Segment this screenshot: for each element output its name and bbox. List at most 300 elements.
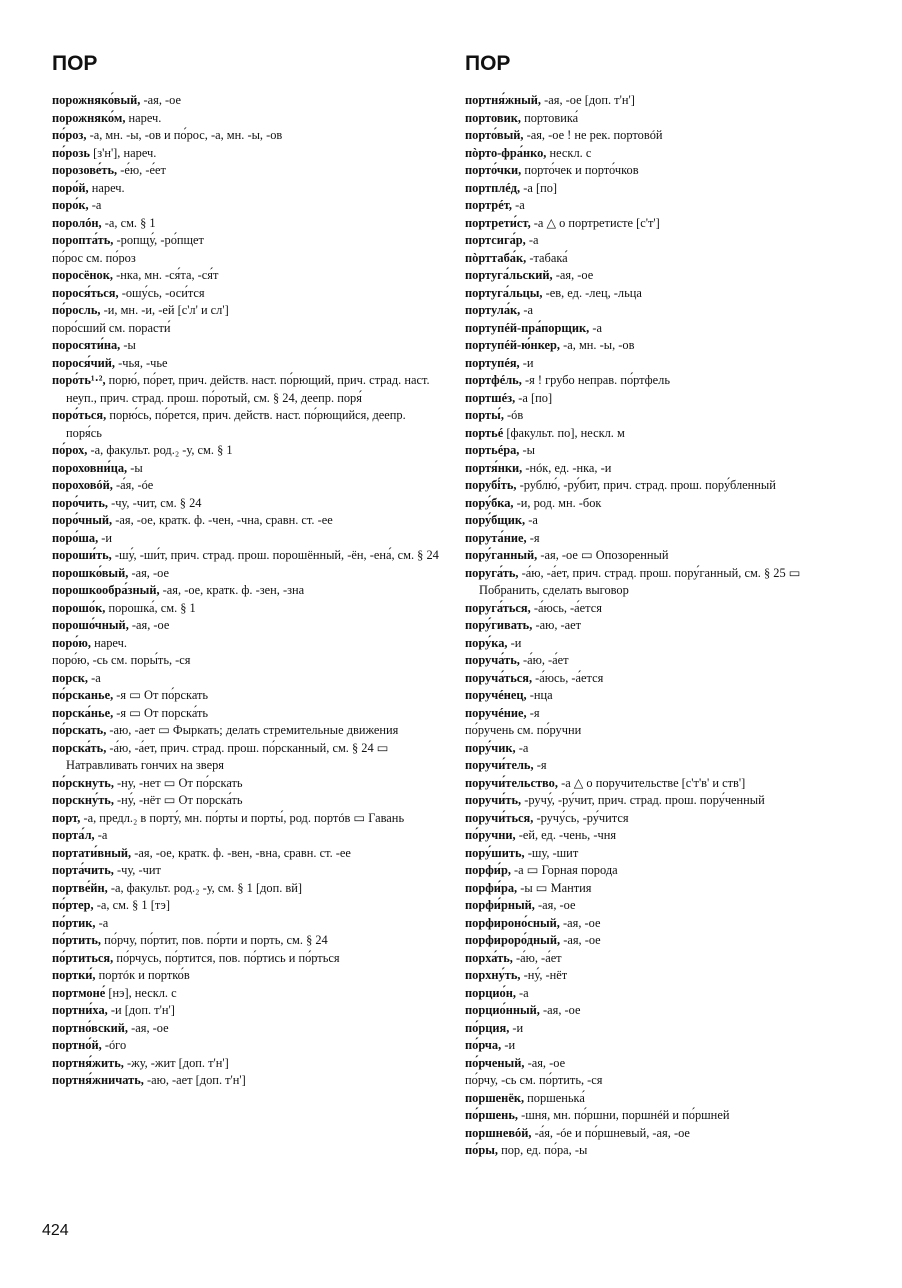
entry-body: порошка́, см. § 1: [108, 600, 196, 615]
entry-body: -и: [504, 1038, 516, 1052]
dictionary-entry: [52, 442, 440, 460]
entry-body: -ая, -ое: [563, 933, 601, 947]
dictionary-entry: [52, 985, 440, 1003]
entry-body: -óго: [104, 1038, 127, 1052]
dictionary-entry: [465, 722, 853, 740]
headword: порск,: [52, 670, 88, 685]
headword: пороховни́ца,: [52, 460, 128, 475]
dictionary-entry: [465, 915, 853, 933]
entry-body: -ая, -ое: [131, 1020, 169, 1035]
dictionary-entry: [465, 827, 853, 845]
dictionary-entry: [52, 495, 440, 513]
headword: по́рскать,: [52, 723, 107, 737]
headword: портьéра,: [465, 443, 520, 457]
entry-body: -нца: [529, 688, 553, 702]
dictionary-entry: [52, 407, 440, 442]
entry-body: -ая, -ое, кратк. ф. -вен, -вна, сравн. ст. -ее: [134, 845, 351, 860]
headword: порхну́ть,: [465, 968, 521, 982]
headword: порозове́ть,: [52, 163, 118, 177]
headword: порута́ние,: [465, 530, 527, 545]
entry-body: -и, род. мн. -бок: [516, 495, 602, 510]
dictionary-entry: [465, 425, 853, 443]
dictionary-entry: [465, 110, 853, 128]
headword: портя́нки,: [465, 460, 523, 475]
headword: порошко́вый,: [52, 565, 129, 580]
entry-body: -ая, -ое: [538, 898, 576, 912]
entry-body: -я ▭ От порска́ть: [116, 705, 209, 720]
page-number: 424: [42, 1222, 69, 1239]
headword: поро́ю,: [52, 635, 91, 650]
entry-body: -я ▭ От по́рскать: [116, 688, 209, 702]
dictionary-entry: [465, 232, 853, 250]
dictionary-entry: [52, 337, 440, 355]
dictionary-entry: [52, 862, 440, 880]
dictionary-entry: [465, 617, 853, 635]
headword: порцио́н,: [465, 985, 516, 1000]
entry-body: -а́ю, -а́ет: [515, 950, 562, 965]
headword: портмоне́: [52, 985, 106, 1000]
dictionary-entry: [465, 442, 853, 460]
left-column: [52, 50, 440, 1090]
dictionary-entry: [52, 530, 440, 548]
dictionary-entry: [52, 617, 440, 635]
entry-body: -а́ю, -а́ет, прич. страд. прош. по́рсканный, см. § 24 ▭ Натравливать гончих на зверя: [66, 740, 389, 772]
entry-body: порю́, по́рет, прич. действ. наст. по́рющий, прич. страд. наст. неуп., прич. страд. прош. по́ротый, см. § 24, деепр. поря́: [66, 373, 430, 405]
headword: порося́чий,: [52, 355, 115, 370]
dictionary-entry: [52, 722, 440, 740]
headword: портупéй-ю́нкер,: [465, 338, 561, 352]
headword: пору́шить,: [465, 845, 525, 860]
dictionary-entry: [52, 1020, 440, 1038]
dictionary-entry: [52, 285, 440, 303]
dictionary-entry: [52, 932, 440, 950]
entry-body: -а △ о поручительстве [с'т'в' и ств']: [561, 775, 746, 790]
entry-body: -ая, -ое [доп. т'н']: [544, 93, 635, 107]
headword: порт,: [52, 810, 81, 825]
headword: по́ртик,: [52, 915, 96, 930]
dictionary-entry: [465, 1125, 853, 1143]
headword: поршневóй,: [465, 1125, 532, 1140]
dictionary-entry: [52, 512, 440, 530]
dictionary-entry: [52, 775, 440, 793]
headword: портупéй-пра́порщик,: [465, 320, 590, 335]
dictionary-entry: [465, 250, 853, 268]
dictionary-entry: [52, 687, 440, 705]
entry-body: -ручу́, -ру́чит, прич. страд. прош. пору́ченный: [524, 793, 765, 807]
dictionary-entry: [52, 792, 440, 810]
entry-body: [факульт. по], нескл. м: [506, 425, 625, 440]
headword: поро́чный,: [52, 513, 113, 527]
headword: по́ручни,: [465, 828, 516, 842]
dictionary-entry: [465, 565, 853, 600]
dictionary-entry: [465, 180, 853, 198]
headword: портула́к,: [465, 303, 521, 317]
dictionary-entry: [52, 827, 440, 845]
dictionary-entry: [52, 110, 440, 128]
entry-body: поро́сший см. порасти́: [52, 320, 171, 335]
headword: поручéние,: [465, 705, 527, 720]
headword: поро́к,: [52, 198, 89, 212]
dictionary-entry: [52, 915, 440, 933]
headword: портовик,: [465, 110, 521, 125]
dictionary-entry: [52, 600, 440, 618]
dictionary-entry: [465, 792, 853, 810]
entry-body: портовика́: [524, 110, 579, 125]
entry-body: -ая, -ое: [563, 915, 601, 930]
headword: порожняко́м,: [52, 110, 126, 125]
entry-body: -ну́, -нёт ▭ От порска́ть: [117, 793, 243, 807]
headword: порта́чить,: [52, 863, 114, 877]
headword: пору́ганный,: [465, 548, 538, 562]
right-column: [465, 50, 853, 1160]
page-header-right: ПОР: [465, 52, 511, 75]
headword: по́розь: [52, 145, 90, 160]
dictionary-entry: [465, 390, 853, 408]
entry-body: -ая, -ое: [143, 93, 182, 107]
entry-body: -а: [518, 740, 529, 755]
dictionary-entry: [465, 162, 853, 180]
headword: по́рскнуть,: [52, 775, 114, 790]
dictionary-entry: [465, 1090, 853, 1108]
entry-body: -ая, -ое: [131, 618, 170, 632]
dictionary-entry: [52, 302, 440, 320]
dictionary-entry: [465, 600, 853, 618]
dictionary-entry: [465, 215, 853, 233]
entry-body: -ая, -ое: [527, 1055, 566, 1070]
headword: пòрто-фра́нко,: [465, 145, 547, 160]
entry-body: по́рчусь, по́ртится, пов. по́ртись и по́рться: [116, 950, 340, 965]
entry-body: -а́ю, -а́ет, прич. страд. прош. пору́ганный, см. § 25 ▭ Побранить, сделать выговор: [479, 565, 801, 597]
headword: порося́ться,: [52, 285, 119, 300]
headword: португа́льский,: [465, 268, 553, 282]
entry-body: -я: [536, 758, 547, 772]
headword: поролóн,: [52, 215, 102, 230]
headword: по́ртиться,: [52, 950, 114, 965]
headword: портня́жничать,: [52, 1073, 144, 1087]
headword: порто́чки,: [465, 163, 522, 177]
dictionary-entry: [465, 547, 853, 565]
entry-body: -а: [97, 828, 108, 842]
dictionary-entry: [465, 1072, 853, 1090]
entry-body: -а́я, -óе и по́ршневый, -ая, -ое: [534, 1125, 690, 1140]
headword: порска́ть,: [52, 740, 107, 755]
dictionary-entry: [465, 967, 853, 985]
entry-body: -а: [528, 513, 538, 527]
entry-body: -а, предл.₂ в порту́, мн. по́рты и порты́, род. портóв ▭ Гавань: [83, 810, 405, 825]
dictionary-entry: [465, 320, 853, 338]
entry-body: -а, мн. -ы, -ов: [563, 338, 635, 352]
entry-body: -и: [522, 355, 534, 370]
dictionary-entry: [52, 355, 440, 373]
dictionary-entry: [465, 530, 853, 548]
entry-body: по́ручень см. по́ручни: [465, 723, 582, 737]
dictionary-entry: [52, 845, 440, 863]
headword: портупéя,: [465, 355, 520, 370]
dictionary-entry: [52, 372, 440, 407]
headword: по́ршень,: [465, 1108, 518, 1122]
headword: поросяти́на,: [52, 338, 121, 352]
dictionary-entry: [465, 302, 853, 320]
dictionary-entry: [52, 250, 440, 268]
headword: по́рох,: [52, 443, 88, 457]
entry-body: -ы: [123, 338, 136, 352]
headword: пору́гивать,: [465, 618, 533, 632]
dictionary-entry: [52, 460, 440, 478]
dictionary-entry: [465, 355, 853, 373]
headword: поро́й,: [52, 180, 89, 195]
entry-body: -а́я, -óе: [115, 478, 154, 492]
headword: пороховóй,: [52, 478, 113, 492]
entry-body: -шу, -шит: [527, 845, 579, 860]
entry-body: по́рос см. по́роз: [52, 250, 136, 265]
entry-body: -а: [91, 670, 101, 685]
dictionary-entry: [465, 1002, 853, 1020]
entry-body: -нóк, ед. -нка, -и: [525, 460, 612, 475]
headword: пору́чик,: [465, 740, 516, 755]
headword: порубі́ть,: [465, 478, 517, 492]
entry-body: -а: [91, 198, 102, 212]
dictionary-entry: [465, 127, 853, 145]
headword: портрети́ст,: [465, 215, 531, 230]
dictionary-entry: [52, 652, 440, 670]
headword: портно́вский,: [52, 1020, 129, 1035]
entry-body: -а, мн. -ы, -ов и по́рос, -а, мн. -ы, -ов: [89, 128, 283, 142]
dictionary-entry: [52, 1055, 440, 1073]
entry-body: -чу, -чит: [116, 863, 161, 877]
entry-body: -а, факульт. род.₂ -у, см. § 1: [90, 443, 233, 457]
dictionary-entry: [52, 565, 440, 583]
headword: порожняко́вый,: [52, 93, 141, 107]
headword: порфи́ра,: [465, 880, 518, 895]
entry-body: -ы: [522, 443, 535, 457]
entry-body: поршенька́: [527, 1090, 585, 1105]
entry-body: -ая, -ое, кратк. ф. -зен, -зна: [162, 583, 305, 597]
headword: поручи́тельство,: [465, 775, 558, 790]
dictionary-entry: [52, 197, 440, 215]
headword: порцио́нный,: [465, 1003, 540, 1017]
headword: порфироро́дный,: [465, 933, 561, 947]
headword: портве́йн,: [52, 880, 108, 895]
dictionary-entry: [465, 652, 853, 670]
entry-body: -ая, -ое: [543, 1003, 581, 1017]
headword: пору́бщик,: [465, 513, 526, 527]
dictionary-entry: [52, 810, 440, 828]
entry-body: -я: [529, 705, 540, 720]
dictionary-entry: [465, 862, 853, 880]
entry-body: порто́чек и порто́чков: [524, 163, 639, 177]
entry-body: -и: [101, 530, 113, 545]
entry-body: -ошу́сь, -оси́тся: [121, 285, 205, 300]
entry-body: -а: [515, 198, 525, 212]
headword: портрéт,: [465, 198, 512, 212]
entry-body: -ая, -ое, кратк. ф. -чен, -чна, сравн. ст. -ее: [115, 513, 333, 527]
dictionary-entry: [465, 1142, 853, 1160]
entry-body: -шу́, -ши́т, прич. страд. прош. порошённый, -ён, -ена́, см. § 24: [114, 548, 439, 562]
dictionary-entry: [52, 547, 440, 565]
headword: пòрттаба́к,: [465, 250, 527, 265]
headword: поруча́ться,: [465, 670, 533, 685]
entry-body: -я: [529, 530, 540, 545]
dictionary-entry: [465, 1107, 853, 1125]
headword: портня́жный,: [465, 93, 542, 107]
entry-body: -а: [592, 320, 602, 335]
dictionary-entry: [465, 1020, 853, 1038]
headword: порошкообра́зный,: [52, 583, 160, 597]
dictionary-entry: [52, 1002, 440, 1020]
entry-body: -а, факульт. род.₂ -у, см. § 1 [доп. вй]: [110, 880, 303, 895]
dictionary-entry: [52, 320, 440, 338]
headword: порошо́чный,: [52, 618, 129, 632]
dictionary-entry: [465, 775, 853, 793]
dictionary-entry: [52, 950, 440, 968]
dictionary-entry: [52, 880, 440, 898]
headword: поро́чить,: [52, 495, 108, 510]
headword: порфироно́сный,: [465, 915, 560, 930]
headword: по́рча,: [465, 1038, 502, 1052]
dictionary-entry: [465, 337, 853, 355]
headword: поруга́ть,: [465, 565, 519, 580]
dictionary-entry: [465, 635, 853, 653]
entry-body: нареч.: [91, 180, 125, 195]
entry-body: -е́ю, -е́ет: [120, 163, 166, 177]
entry-body: -ей, ед. -чень, -чня: [518, 828, 617, 842]
entry-body: порю́сь, по́рется, прич. действ. наст. по́рющийся, деепр. поря́сь: [66, 408, 406, 440]
entry-body: -шня, мн. по́ршни, поршнéй и по́ршней: [521, 1108, 730, 1122]
dictionary-entry: [52, 582, 440, 600]
dictionary-entry: [52, 670, 440, 688]
headword: портсига́р,: [465, 233, 526, 247]
entry-body: -ручу́сь, -ру́чится: [536, 810, 629, 825]
headword: портьé: [465, 425, 504, 440]
dictionary-entry: [52, 232, 440, 250]
dictionary-entry: [465, 372, 853, 390]
headword: портфéль,: [465, 373, 522, 387]
headword: поруча́ть,: [465, 653, 520, 667]
dictionary-entry: [465, 932, 853, 950]
entry-body: -ая, -ое: [555, 268, 594, 282]
headword: порска́нье,: [52, 705, 114, 720]
dictionary-entry: [52, 897, 440, 915]
entry-body: -ая, -ое ▭ Опозоренный: [540, 548, 669, 562]
entry-body: портóк и портко́в: [98, 968, 190, 982]
headword: пороши́ть,: [52, 548, 112, 562]
dictionary-entry: [52, 705, 440, 723]
dictionary-entry: [465, 985, 853, 1003]
entry-body: -жу, -жит [доп. т'н']: [126, 1055, 229, 1070]
dictionary-entry: [465, 477, 853, 495]
dictionary-entry: [465, 267, 853, 285]
headword: поручи́ть,: [465, 793, 522, 807]
headword: порты́,: [465, 408, 504, 422]
entry-body: -я ! грубо неправ. по́ртфель: [524, 373, 670, 387]
entry-body: -ропщу́, -ро́пщет: [116, 233, 204, 247]
headword: портплéд,: [465, 180, 521, 195]
dictionary-entry: [465, 687, 853, 705]
entry-body: -ы: [130, 460, 143, 475]
dictionary-entry: [465, 810, 853, 828]
headword: поро́ша,: [52, 530, 99, 545]
headword: поропта́ть,: [52, 233, 114, 247]
entry-body: -рублю́, -ру́бит, прич. страд. прош. пору́бленный: [519, 478, 776, 492]
entry-body: -а́юсь, -а́ется: [533, 600, 602, 615]
entry-body: -а ▭ Горная порода: [514, 863, 618, 877]
entry-body: пор, ед. по́ра, -ы: [501, 1143, 588, 1157]
headword: порто́вый,: [465, 128, 524, 142]
entry-body: -а, см. § 1 [тэ]: [96, 898, 170, 912]
dictionary-entry: [465, 740, 853, 758]
entry-body: -а́ю, -а́ет: [522, 653, 569, 667]
entry-body: по́рчу, -сь см. по́ртить, -ся: [465, 1073, 603, 1087]
dictionary-entry: [465, 495, 853, 513]
entry-body: [з'н'], нареч.: [93, 145, 157, 160]
entry-body: -ев, ед. -лец, -льца: [545, 285, 642, 300]
headword: по́росль,: [52, 303, 101, 317]
headword: поручи́ться,: [465, 810, 534, 825]
entry-body: -ы ▭ Мантия: [520, 880, 592, 895]
entry-body: -аю, -ает ▭ Фыркать; делать стремительные движения: [109, 723, 399, 737]
dictionary-entry: [465, 460, 853, 478]
dictionary-entry: [52, 267, 440, 285]
entry-body: -чу, -чит, см. § 24: [111, 495, 202, 510]
headword: поруга́ться,: [465, 600, 531, 615]
entry-body: -и [доп. т'н']: [110, 1003, 175, 1017]
entry-body: -аю, -ает: [535, 618, 582, 632]
dictionary-entry: [465, 197, 853, 215]
headword: порта́л,: [52, 828, 95, 842]
headword: портни́ха,: [52, 1003, 108, 1017]
headword: порскну́ть,: [52, 793, 114, 807]
headword: пору́бка,: [465, 495, 514, 510]
headword: португа́льцы,: [465, 285, 543, 300]
entry-body: -óв: [507, 408, 524, 422]
entry-body: нареч.: [128, 110, 162, 125]
dictionary-entry: [52, 145, 440, 163]
headword: порошо́к,: [52, 600, 106, 615]
entry-body: -ая, -ое: [131, 565, 169, 580]
entry-body: -и: [512, 1020, 524, 1035]
headword: портшéз,: [465, 390, 516, 405]
headword: порха́ть,: [465, 950, 513, 965]
headword: порфи́рный,: [465, 898, 535, 912]
headword: по́роз,: [52, 128, 87, 142]
dictionary-entry: [52, 740, 440, 775]
entry-body: -а: [528, 233, 539, 247]
entry-body: -а: [98, 915, 109, 930]
entries-right: [465, 92, 853, 1160]
dictionary-entry: [465, 92, 853, 110]
entries-left: [52, 92, 440, 1090]
headword: по́рция,: [465, 1020, 510, 1035]
entry-body: -а [по]: [523, 180, 558, 195]
dictionary-entry: [52, 635, 440, 653]
entry-body: -аю, -ает [доп. т'н']: [146, 1073, 246, 1087]
entry-body: -а, см. § 1: [104, 215, 156, 230]
dictionary-entry: [465, 407, 853, 425]
entry-body: -табака́: [529, 250, 568, 265]
dictionary-entry: [52, 180, 440, 198]
page-header-left: ПОР: [52, 52, 98, 75]
dictionary-entry: [465, 950, 853, 968]
entry-body: -чья, -чье: [118, 355, 168, 370]
entry-body: -и, мн. -и, -ей [с'л' и сл']: [103, 303, 229, 317]
dictionary-entry: [465, 705, 853, 723]
dictionary-entry: [52, 1037, 440, 1055]
dictionary-entry: [52, 1072, 440, 1090]
headword: портки́,: [52, 968, 96, 982]
headword: портня́жить,: [52, 1055, 124, 1070]
headword: по́рсканье,: [52, 688, 114, 702]
entry-body: -а́юсь, -а́ется: [535, 670, 604, 685]
